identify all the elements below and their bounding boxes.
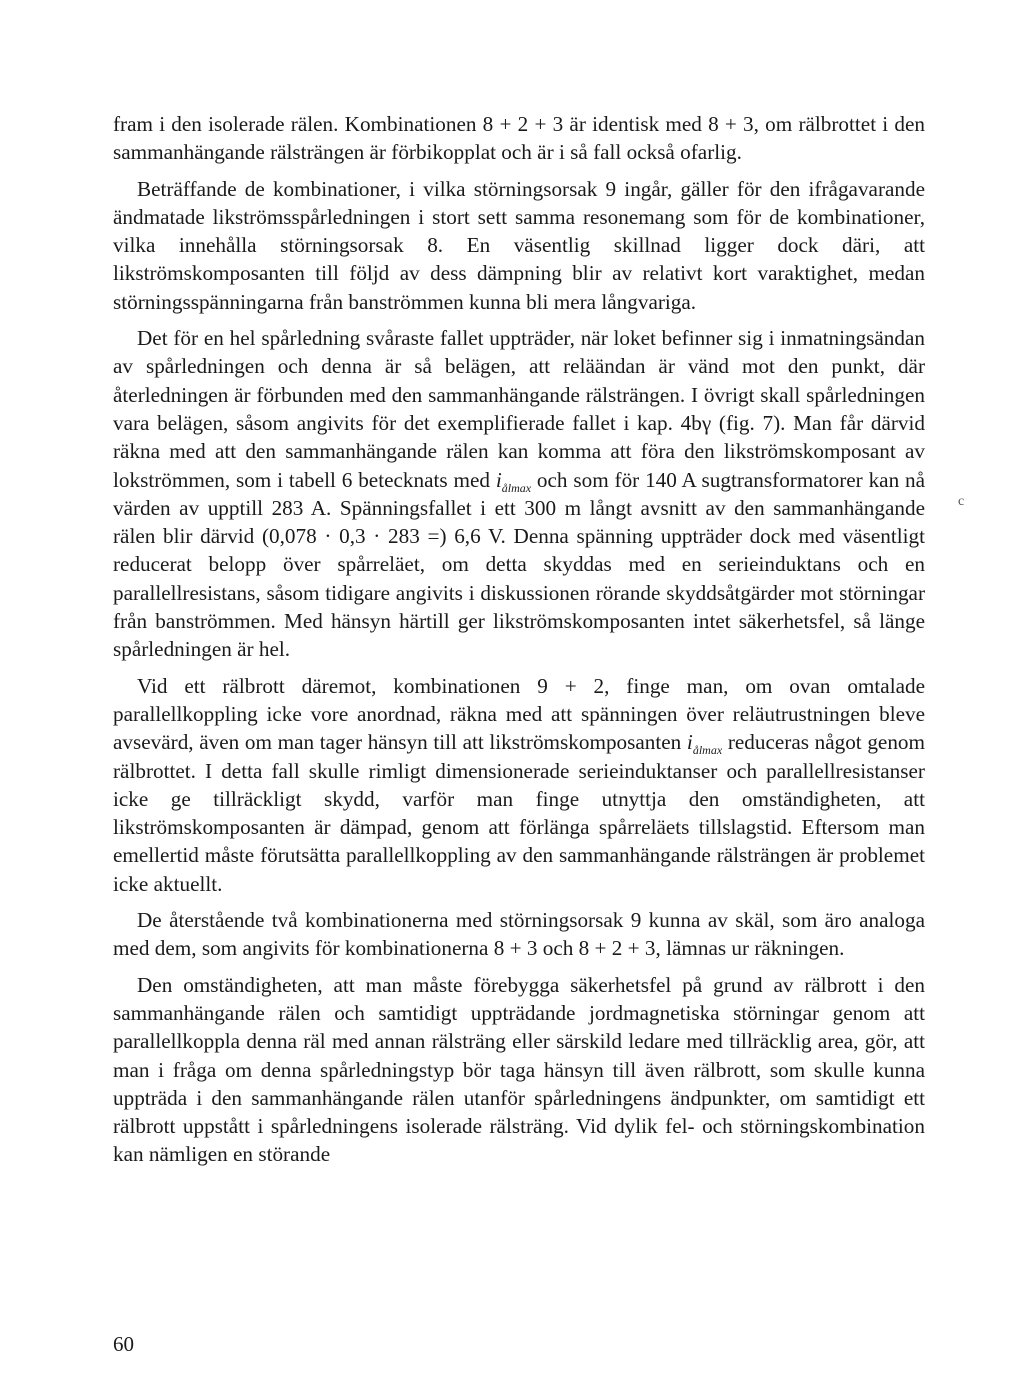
- paragraph-1: fram i den isolerade rälen. Kombinationen 8 + 2 + 3 är identisk med 8 + 3, om rälbrottet i den sammanhängande rälsträngen är förbikopplat och är i så fall också ofarlig.: [113, 112, 925, 165]
- current-symbol-2: $i_{ålmax}$: [686, 730, 723, 758]
- paragraph-3-part-1: Det för en hel spårledning svåraste fallet uppträder, när loket befinner sig i inmatningsändan av spårledningen och denna är så belägen, att reläändan är vänd mot den punkt, där återledningen är förbunden med den sammanhängande rälsträngen. I övrigt skall spårledningen vara belägen, såsom angivits för det exemplifierade fallet i kap. 4bγ (fig. 7). Man får därvid räkna med att den sammanhängande rälen kan komma att föra den likströmskomposant av lokströmmen, som i tabell 6 betecknats med: [113, 326, 925, 492]
- paragraph-3-part-2: och som för 140 A sugtransformatorer kan nå värden av upptill 283 A. Spänningsfallet i ett 300 m långt avsnitt av den sammanhängande rälen blir därvid (0,078 · 0,3 · 283 =) 6,6 V. Denna spänning uppträder dock med väsentligt reducerat belopp över spårreläet, om detta skyddas med en serieinduktans och en parallellresistans, såsom tidigare angivits i diskussionen rörande skyddsåtgärder mot störningar från banströmmen. Med hänsyn härtill ger likströmskomposanten intet säkerhetsfel, så länge spårledningen är hel.: [113, 467, 926, 662]
- paragraph-4: [113, 672, 925, 898]
- margin-mark: c: [958, 494, 965, 509]
- paragraph-2: Beträffande de kombinationer, i vilka störningsorsak 9 ingår, gäller för den ifrågavarande ändmatade likströmsspårledningen i stort sett samma resonemang som för de kombinationer, vilka innehålla störningsorsak 8. En väsentlig skillnad ligger dock däri, att likströmskomposanten till följd av dess dämpning blir av relativt kort varaktighet, medan störningsspänningarna från banströmmen kunna bli mera långvariga.: [113, 176, 925, 314]
- paragraph-4-part-1: Vid ett rälbrott däremot, kombinationen 9 + 2, finge man, om ovan omtalade parallellkoppling icke vore anordnad, räkna med att spänningen över reläutrustningen bleve avsevärd, även om man tager hänsyn till att likströmskomposanten: [113, 673, 925, 755]
- page-text: [113, 110, 925, 1169]
- paragraph-3: [113, 324, 925, 664]
- paragraph-5: De återstående två kombinationerna med störningsorsak 9 kunna av skäl, som äro analoga med dem, som angivits för kombinationerna 8 + 3 och 8 + 2 + 3, lämnas ur räkningen.: [113, 908, 925, 961]
- paragraph-6: Den omständigheten, att man måste förebygga säkerhetsfel på grund av rälbrott i den sammanhängande rälen och samtidigt uppträdande jordmagnetiska störningar genom att parallellkoppla denna räl med annan rälsträng eller särskild ledare med tillräcklig area, gör, att man i fråga om denna spårledningstyp bör taga hänsyn till även rälbrott, som skulle kunna uppträda i den sammanhängande rälen utanför spårledningens ändpunkter, om samtidigt ett rälbrott uppstått i spårledningens isolerade rälsträng. Vid dylik fel- och störningskombination kan nämligen en störande: [113, 972, 925, 1167]
- current-symbol: $i_{ålmax}$: [495, 467, 532, 495]
- page-number: 60: [113, 1332, 134, 1356]
- paragraph-4-part-2: reduceras något genom rälbrottet. I detta fall skulle rimligt dimensionerade serieinduktanser och parallellresistanser icke ge tillräckligt skydd, varför man finge utnyttja den omständigheten, att likströmskomposanten är dämpad, genom att förlänga spårreläets tillslagstid. Eftersom man emellertid måste förutsätta parallellkoppling av den sammanhängande rälsträngen är problemet icke aktuellt.: [113, 730, 926, 896]
